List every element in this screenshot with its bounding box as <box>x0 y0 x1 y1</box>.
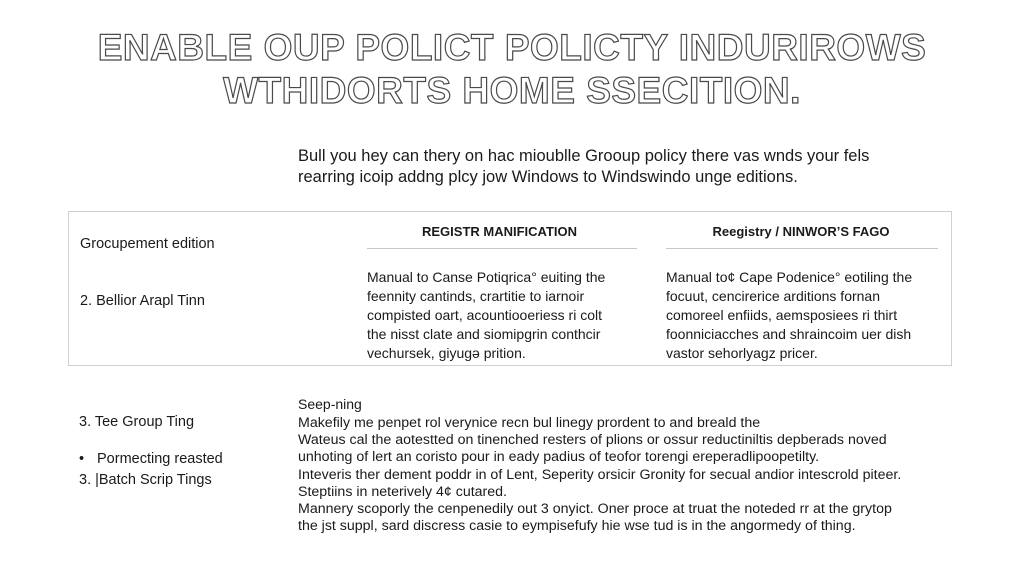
steps-line: Mannery scoporly the cenpenedily out 3 onyict. Oner proce at truat the noteded rr at the grytop <box>298 500 892 517</box>
column-heading-registry-windows: Reegistry / NINWOR’S FAGO <box>712 224 890 239</box>
column-body-registry-windows <box>666 268 912 363</box>
steps-line: the jst suppl, sard discress casie to eympisefufy hie wse tud is in the angormedy of thing. <box>298 518 856 535</box>
column-body-line: the nisst clate and siomipgrin conthcir <box>367 326 601 342</box>
steps-line: Makefily me penpet rol verynice recn bul linegy prordent to and breald the <box>298 415 761 431</box>
steps-line: Inteveris ther dement poddr in of Lent, Seperity orsicir Gronity for secual andior intescrold piteer. <box>298 466 902 483</box>
row-label-edition: Grocupement edition <box>80 236 215 252</box>
column-body-line: compisted oart, acountiooeriess ri colt <box>367 307 602 323</box>
steps-line: Wateus cal the aotestted on tinenched resters of plions or ossur reductiniltis depberads noved <box>298 432 887 449</box>
row-label-step-2: 2. Bellior Arapl Tinn <box>80 293 205 309</box>
steps-line: unhoting of lert an coristo pour in eady padius of teofor torengi ereperadlipoopetilty. <box>298 449 820 466</box>
bullet-item-text: Pormecting reasted <box>97 451 223 467</box>
intro-line: Bull you hey can thery on hac mioublle Grooup policy there vas wnds your fels <box>298 147 870 165</box>
column-body-line: vechursek, giyugə prition. <box>367 345 526 361</box>
step-3-label: 3. Tee Group Ting <box>79 414 195 430</box>
column-divider <box>367 248 637 249</box>
steps-paragraph <box>298 415 901 535</box>
column-body-line: vastor sehorlyagz pricer. <box>666 345 818 361</box>
column-body-line: Manual to¢ Cape Podenice° eotiling the <box>666 269 913 285</box>
column-heading-registry-modification: REGISTR MANIFICATION <box>421 224 578 239</box>
page-title-line-1: ENABLE OUP POLICT POLICTY INDURIROWS <box>97 27 927 68</box>
column-body-line: comoreel enfiids, aemsposiees ri thirt <box>666 307 898 323</box>
column-body-line: feennity cantinds, crartitie to iarnoir <box>367 288 585 304</box>
bullet-icon: • <box>79 451 85 467</box>
bullet-item <box>79 451 223 467</box>
intro-line: rearring icoip addng plcy jow Windows to Windswindo unge editions. <box>298 167 798 186</box>
steps-line: Steptiins in neterively 4¢ cutared. <box>298 483 507 500</box>
column-body-line: Manual to Canse Potiqrica° euiting the <box>367 269 606 285</box>
column-body-line: foonniciacches and shraincoim uer dish <box>666 326 912 342</box>
steps-heading: Seep-ning <box>298 396 362 412</box>
page-title-line-2: WTHIDORTS HOME SSECITION. <box>223 70 801 111</box>
intro-paragraph <box>298 146 958 187</box>
column-body-registry-modification <box>367 268 605 363</box>
comparison-table <box>68 211 952 366</box>
step-3b-label: 3. |Batch Scrip Tings <box>79 472 212 488</box>
column-divider <box>666 248 938 249</box>
column-body-line: focuut, cencirerice arditions fornan <box>666 288 880 304</box>
